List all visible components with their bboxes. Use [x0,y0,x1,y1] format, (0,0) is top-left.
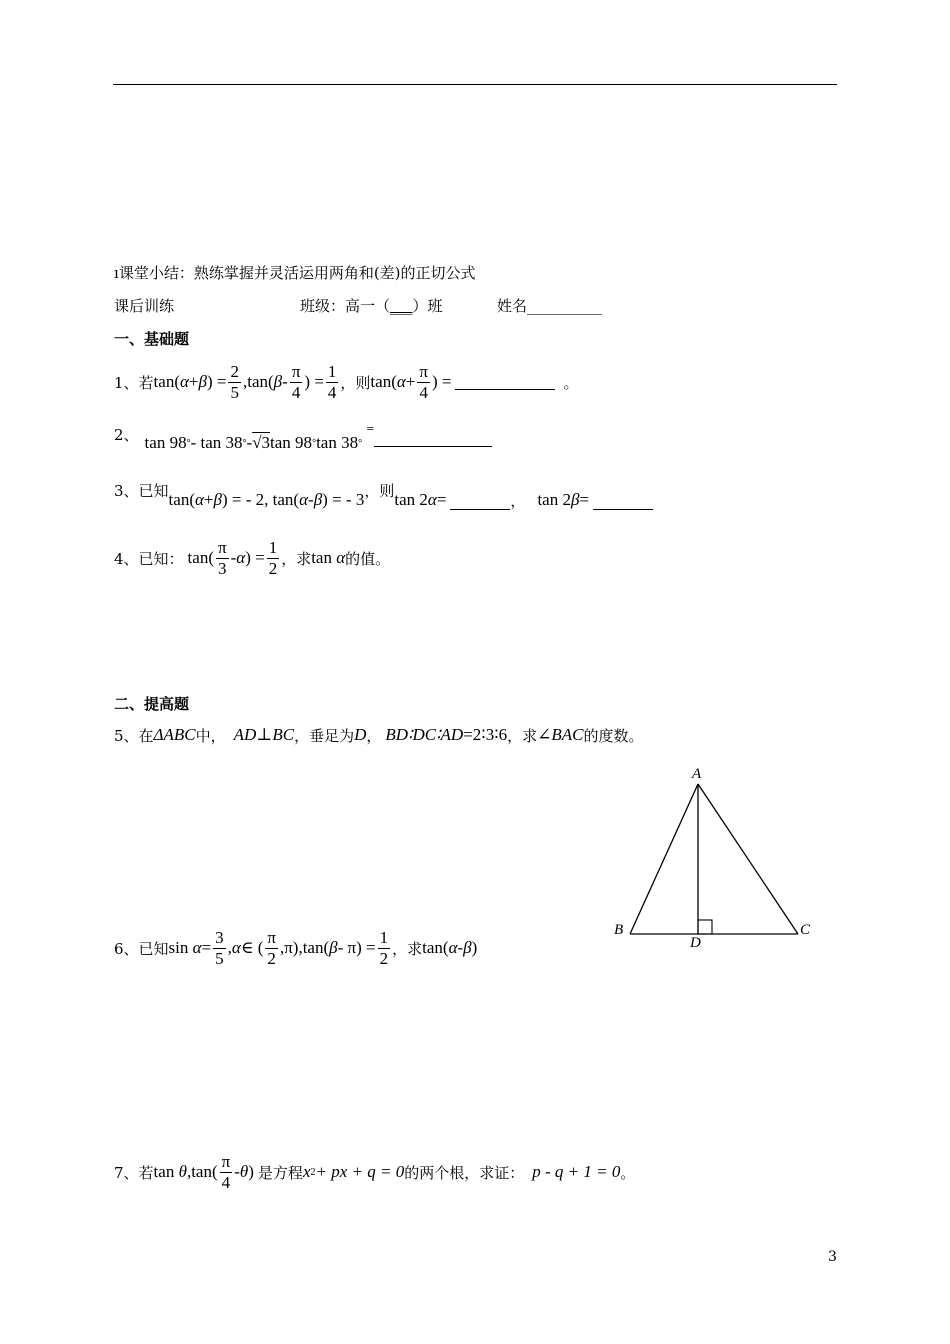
question-4: 4、已知： tan( $\frac{\pi}{3}$ - α ) = $\frac{1}{2}$ ，求 tan α 的值。 [114,537,391,578]
section-advanced-title: 二、提高题 [114,695,190,713]
question-2: 2、 tan 98 ° - tan 38 ° - √3 tan 98 ° tan 38 ° = [114,424,492,454]
label-b: B [614,922,624,938]
name-field: 姓名__________ [497,297,603,315]
answer-blank-3b[interactable] [593,495,653,510]
homework-title: 课后训练 [114,297,175,315]
answer-blank-1[interactable] [455,375,555,390]
answer-blank-3a[interactable] [450,495,510,510]
class-field: 班级：高一（___）班 [300,297,443,315]
side-ab [630,784,698,934]
question-7: 7、若 tan θ ,tan( $\frac{\pi}{4}$ - θ ) 是方程 x 2 + px + q = 0 的两个根，求证： p - q + 1 = 0 。 [114,1151,636,1192]
label-d: D [690,935,701,951]
triangle-figure [610,762,820,952]
side-ac [698,784,798,934]
section-basic-title: 一、基础题 [114,330,190,348]
question-1: 1、若 tan( α + β ) = $\frac{2}{5}$ ,tan( β - $\frac{\pi}{4}$ ) = $\frac{1}{4}$ ，则 tan( α + $\frac{\pi}{4}$ ) = 。 [114,361,579,402]
answer-blank-2[interactable] [374,432,492,447]
summary-prefix: ı [114,264,119,282]
summary-line [114,262,476,283]
question-3: 3、已知 tan( α + β ) = - 2, tan( α - β ) = - 3 ， 则 tan 2 α = ， tan 2 β = [114,480,653,510]
label-c: C [800,922,811,938]
right-angle-mark [698,920,712,934]
summary-text: 课堂小结：熟练掌握并灵活运用两角和(差)的正切公式 [118,264,476,282]
header-rule [113,84,837,85]
question-5: 5、在 ΔABC 中， AD ⊥ BC ，垂足为 D ， BD∶DC∶AD = 2∶3∶6 ，求 ∠BAC 的度数。 [114,725,644,745]
page-number: 3 [828,1249,837,1265]
label-a: A [692,766,702,782]
question-6: 6、已知 sin α = $\frac{3}{5}$ , α ∈ ( $\frac{\pi}{2}$ ,π),tan( β - π) = $\frac{1}{2}$ ，求 tan( α - β ) [114,927,478,968]
